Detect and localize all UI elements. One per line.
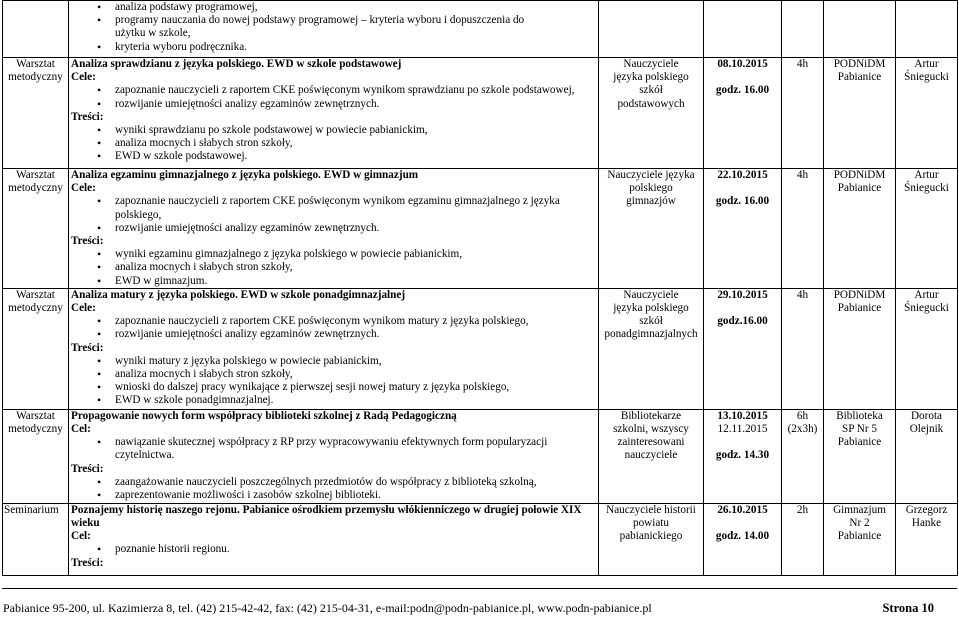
place-cell [824,409,896,503]
list-item: • zaangażowanie nauczycieli poszczególnych przedmiotów do współpracy z biblioteką szkolną, [71,476,596,489]
tresci-list [71,124,596,164]
audience-text: szkół [639,84,663,97]
lead-cell [896,1,958,58]
duration-text: 4h [796,58,809,70]
type-label: metodyczny [8,71,63,84]
audience-cell [599,58,704,169]
date-text: 12.11.2015 [717,423,768,436]
audience-text: powiatu [632,517,670,530]
top-items-list [71,1,596,54]
duration-cell [782,169,824,289]
audience-text: Bibliotekarze [620,409,682,422]
lead-cell [896,169,958,289]
lead-text: Artur [914,288,939,301]
type-label: Warsztat [16,169,55,181]
type-label: Warsztat [16,409,55,422]
cele-list [71,543,596,556]
list-item: • programy nauczania do nowej podstawy programowej – kryteria wyboru i dopuszczenia do użytku w szkole, [71,14,596,40]
cel-label: Cele: [71,302,96,315]
audience-text: podstawowych [617,97,685,110]
date-cell [704,169,782,289]
time-text: godz. 16.00 [715,84,770,97]
duration-text: 4h [796,169,809,181]
list-item: • wyniki matury z języka polskiego w powiecie pabianickim, [71,355,596,368]
cel-label: Cele: [71,182,96,195]
place-text: Gimnazjum [833,503,886,516]
date-text: 13.10.2015 [717,409,768,422]
table-row [3,1,958,58]
date-cell [704,503,782,575]
tresci-label: Treści: [71,235,104,248]
place-text: Biblioteka [836,409,883,422]
lead-cell [896,288,958,409]
lead-text: Śniegucki [904,302,949,315]
cele-list [71,436,596,462]
type-label: Seminarium [4,503,59,516]
duration-cell [782,58,824,169]
tresci-label: Treści: [71,462,104,475]
list-item: • wyniki egzaminu gimnazjalnego z języka polskiego w powiecie pabianickim, [71,248,596,261]
list-item: • rozwijanie umiejętności analizy egzaminów zewnętrznych. [71,328,596,341]
list-item: • wyniki sprawdzianu po szkole podstawowej w powiecie pabianickim, [71,124,596,137]
place-text: PODNiDM [833,58,886,70]
type-label: metodyczny [8,302,63,315]
type-label: metodyczny [8,182,63,195]
list-item: • nawiązanie skutecznej współpracy z RP przy wypracowywaniu efektywnych form popularyzacji czytelnictwa. [71,436,596,462]
content-cell [69,503,599,575]
audience-text: Nauczyciele [623,58,679,70]
cel-label: Cel: [71,530,91,543]
table-row [3,169,958,289]
duration-cell [782,1,824,58]
date-cell [704,58,782,169]
audience-text: pabianickiego [619,530,683,543]
footer-divider [2,588,957,589]
lead-text: Hanke [911,517,942,530]
cele-list [71,84,596,110]
lead-text: Olejnik [909,423,944,436]
content-cell [69,58,599,169]
type-cell [3,409,69,503]
type-label: Warsztat [16,58,55,70]
content-cell [69,288,599,409]
lead-cell [896,58,958,169]
place-cell [824,58,896,169]
type-label: Warsztat [16,288,55,301]
date-text: 26.10.2015 [717,503,768,516]
audience-text: szkół [639,315,663,328]
audience-text: zainteresowani [617,436,685,449]
audience-text: języka polskiego [613,302,689,315]
place-text: PODNiDM [833,169,886,181]
type-label: metodyczny [8,423,63,436]
list-item: • kryteria wyboru podręcznika. [71,41,596,54]
duration-text: 4h [796,288,809,301]
duration-cell [782,288,824,409]
tresci-label: Treści: [71,556,104,569]
list-item: • analiza podstawy programowej, [71,1,596,14]
tresci-list [71,248,596,288]
seminar-title: Poznajemy historię naszego rejonu. Pabianice ośrodkiem przemysłu włókienniczego w drugiej połowie XIX wieku [71,503,582,530]
place-text: Pabianice [837,71,882,84]
workshop-title: Analiza sprawdzianu z języka polskiego. EWD w szkole podstawowej [71,58,402,70]
time-text: godz. 16.00 [715,195,770,208]
audience-cell [599,169,704,289]
date-cell [704,1,782,58]
table-row [3,503,958,575]
audience-text: polskiego [629,182,673,195]
tresci-label: Treści: [71,110,104,123]
list-item: • poznanie historii regionu. [71,543,596,556]
audience-text: Nauczyciele języka [607,169,695,181]
duration-cell [782,409,824,503]
list-item: • zapoznanie nauczycieli z raportem CKE poświęconym wynikom sprawdzianu po szkole podstawowej, [71,84,596,97]
place-cell [824,1,896,58]
audience-cell [599,288,704,409]
place-text: Pabianice [837,530,882,543]
list-item: • EWD w gimnazjum. [71,275,596,288]
duration-cell [782,503,824,575]
page-number: Strona 10 [882,601,934,615]
time-text: godz. 14.30 [715,449,770,462]
list-item: • analiza mocnych i słabych stron szkoły, [71,261,596,274]
audience-text: Nauczyciele historii [606,503,696,516]
date-text: 29.10.2015 [717,288,768,301]
audience-text: szkolni, wszyscy [613,423,689,436]
audience-text: ponadgimnazjalnych [604,328,698,341]
place-cell [824,503,896,575]
list-item: • rozwijanie umiejętności analizy egzaminów zewnętrznych. [71,222,596,235]
time-text: godz.16.00 [717,315,768,328]
place-text: Pabianice [837,182,882,195]
footer-address: Pabianice 95-200, ul. Kazimierza 8, tel. (42) 215-42-42, fax: (42) 215-04-31, e-mail:podn@podn-pabianice.pl, www.podn-pabianice.pl [3,601,652,615]
tresci-list [71,355,596,408]
content-cell [69,409,599,503]
list-item: • analiza mocnych i słabych stron szkoły, [71,137,596,150]
content-cell [69,169,599,289]
list-item: • zapoznanie nauczycieli z raportem CKE poświęconym wynikom matury z języka polskiego, [71,315,596,328]
audience-cell [599,503,704,575]
content-cell [69,1,599,58]
tresci-label: Treści: [71,341,104,354]
place-cell [824,169,896,289]
type-cell [3,503,69,575]
duration-text: 6h [796,409,809,422]
audience-cell [599,409,704,503]
audience-text: nauczyciele [624,449,678,462]
table-row [3,288,958,409]
type-cell [3,58,69,169]
list-item: • zapoznanie nauczycieli z raportem CKE poświęconym wynikom egzaminu gimnazjalnego z języka polskiego, [71,195,596,221]
type-cell [3,1,69,58]
workshop-title: Propagowanie nowych form współpracy biblioteki szkolnej z Radą Pedagogiczną [71,409,457,422]
list-item: • EWD w szkole podstawowej. [71,150,596,163]
place-cell [824,288,896,409]
list-item: • rozwijanie umiejętności analizy egzaminów zewnętrznych. [71,98,596,111]
cel-label: Cele: [71,71,96,84]
place-text: SP Nr 5 [841,423,878,436]
lead-cell [896,503,958,575]
audience-text: języka polskiego [613,71,689,84]
table-row [3,409,958,503]
workshop-title: Analiza egzaminu gimnazjalnego z języka polskiego. EWD w gimnazjum [71,169,419,181]
place-text: PODNiDM [833,288,886,301]
date-text: 22.10.2015 [717,169,768,181]
lead-text: Grzegorz [905,503,948,516]
document-page [2,0,958,576]
lead-text: Śniegucki [904,71,949,84]
lead-text: Śniegucki [904,182,949,195]
tresci-list [71,476,596,502]
lead-text: Dorota [910,409,943,422]
lead-text: Artur [914,58,939,70]
duration-text: 2h [796,503,809,516]
lead-cell [896,409,958,503]
workshop-title: Analiza matury z języka polskiego. EWD w szkole ponadgimnazjalnej [71,288,406,301]
list-item: • zaprezentowanie możliwości i zasobów szkolnej biblioteki. [71,489,596,502]
cel-label: Cel: [71,423,91,436]
date-text: 08.10.2015 [717,58,768,70]
audience-cell [599,1,704,58]
audience-text: Nauczyciele [623,288,679,301]
list-item: • EWD w szkole ponadgimnazjalnej. [71,394,596,407]
type-cell [3,288,69,409]
audience-text: gimnazjów [626,195,676,208]
place-text: Pabianice [837,302,882,315]
place-text: Pabianice [837,436,882,449]
date-cell [704,409,782,503]
date-cell [704,288,782,409]
list-item: • analiza mocnych i słabych stron szkoły, [71,368,596,381]
time-text: godz. 14.00 [715,530,770,543]
list-item: • wnioski do dalszej pracy wynikające z pierwszej sesji nowej matury z języka polskiego, [71,381,596,394]
type-cell [3,169,69,289]
table-row [3,58,958,169]
schedule-table [2,0,958,576]
cele-list [71,315,596,341]
lead-text: Artur [914,169,939,181]
place-text: Nr 2 [849,517,870,530]
duration-text: (2x3h) [787,423,818,436]
cele-list [71,195,596,235]
